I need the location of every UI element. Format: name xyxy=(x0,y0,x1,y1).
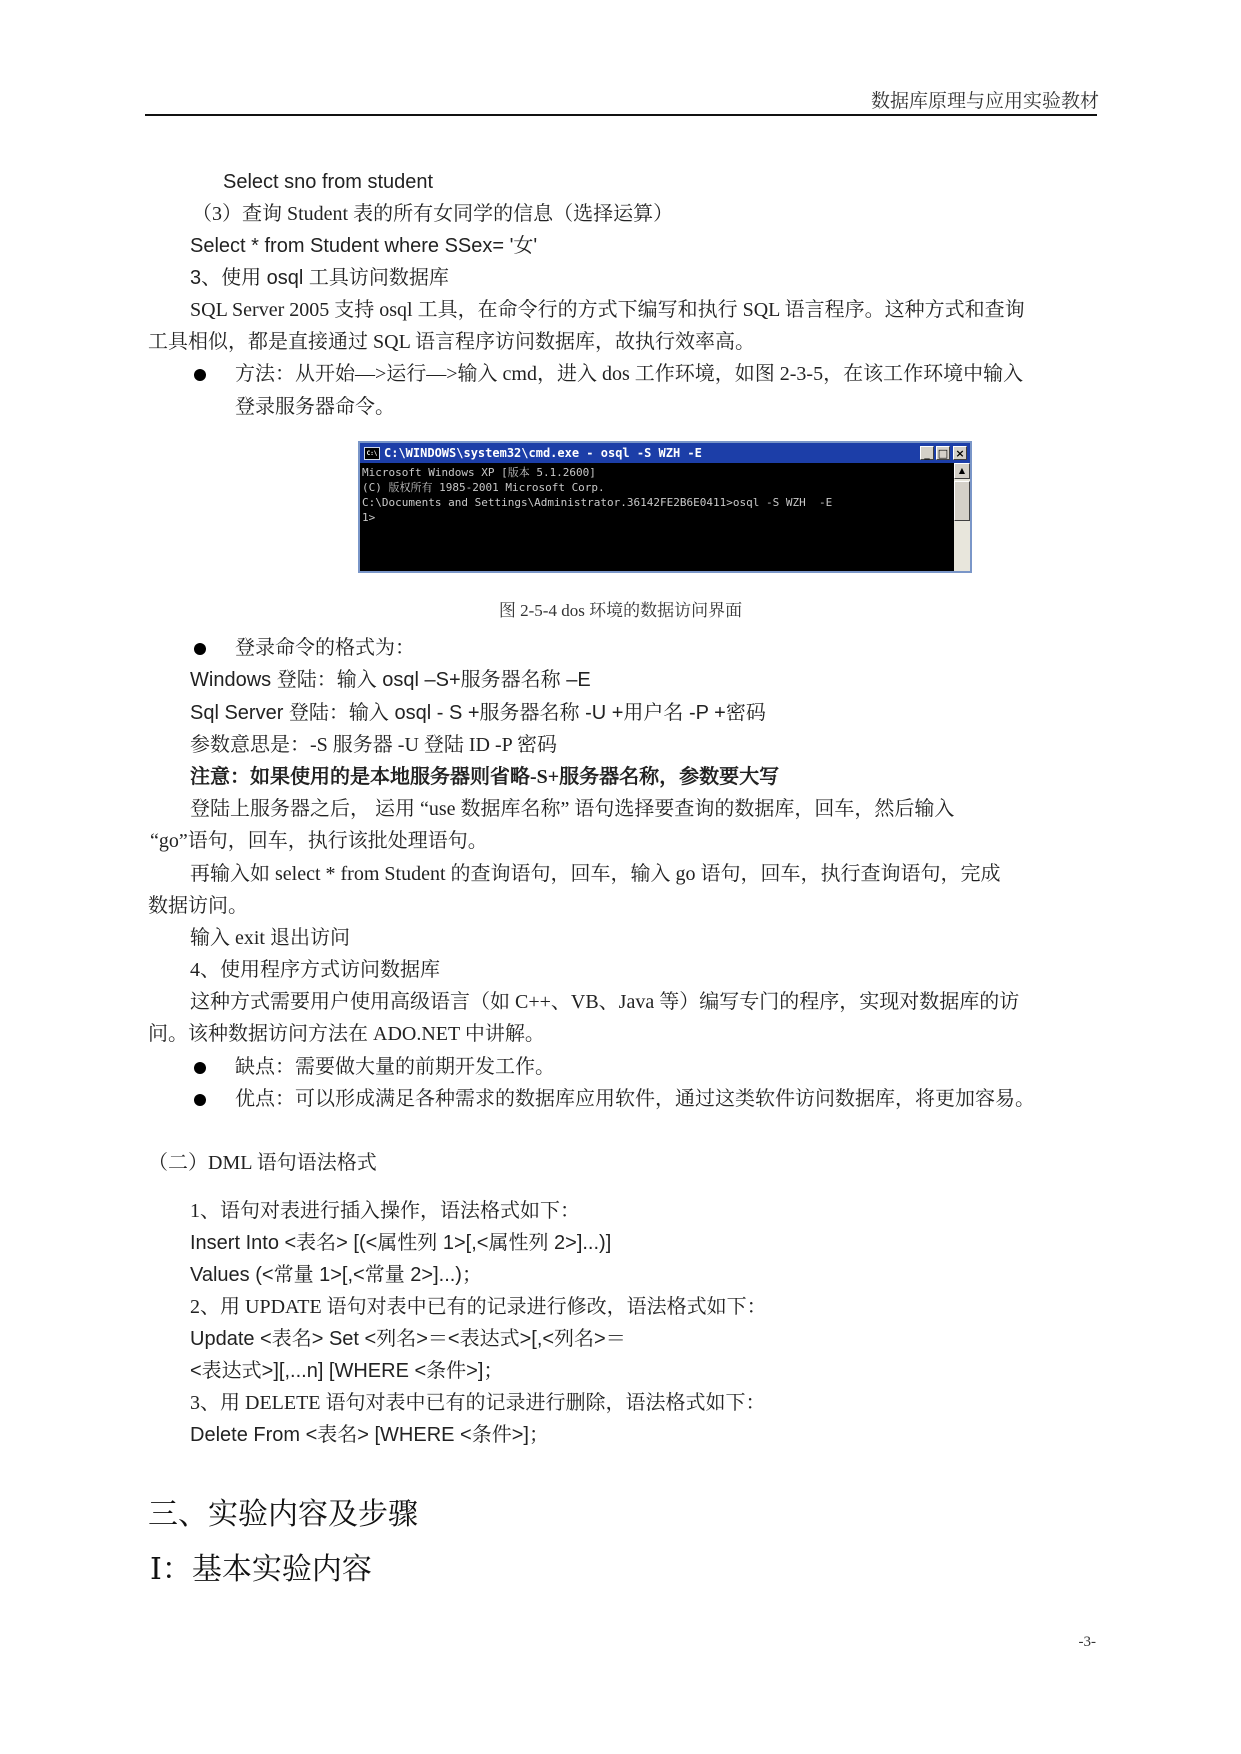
cmd-window-title: C:\WINDOWS\system32\cmd.exe - osql -S WZH -E xyxy=(384,446,702,460)
cmd-window-screenshot xyxy=(358,441,972,573)
note-line: 注意：如果使用的是本地服务器则省略-S+服务器名称，参数要大写 xyxy=(190,766,780,788)
cmd-output-line: Microsoft Windows XP [版本 5.1.2600] xyxy=(362,466,596,479)
subheading: 4、使用程序方式访问数据库 xyxy=(190,959,440,981)
code-line: Update <表名> Set <列名>＝<表达式>[,<列名>＝ xyxy=(190,1328,626,1350)
cmd-output-line: C:\Documents and Settings\Administrator.36142FE2B6E0411>osql -S WZH -E xyxy=(362,496,833,509)
text-line: SQL Server 2005 支持 osql 工具，在命令行的方式下编写和执行 SQL 语言程序。这种方式和查询 xyxy=(190,299,1025,321)
text-line: Sql Server 登陆：输入 osql - S +服务器名称 -U +用户名 -P +密码 xyxy=(190,702,766,724)
cmd-output-line: 1> xyxy=(362,511,376,524)
section-heading: 三、实验内容及步骤 xyxy=(148,1498,418,1531)
cmd-scrollbar[interactable] xyxy=(954,463,970,571)
header-rule xyxy=(145,114,1097,116)
text-line: 登录命令的格式为： xyxy=(235,637,415,659)
text-line: 登录服务器命令。 xyxy=(235,396,395,418)
maximize-button[interactable]: □ xyxy=(937,447,949,460)
text-line: Windows 登陆：输入 osql –S+服务器名称 –E xyxy=(190,669,591,691)
section-subheading: Ⅰ：基本实验内容 xyxy=(150,1553,372,1586)
text-line: 缺点：需要做大量的前期开发工作。 xyxy=(235,1056,555,1078)
bullet-icon xyxy=(194,1062,206,1074)
page-number: -3- xyxy=(1078,1634,1096,1650)
text-line: “go”语句，回车，执行该批处理语句。 xyxy=(150,830,488,852)
bullet-icon xyxy=(194,369,206,381)
cmd-titlebar xyxy=(360,443,970,463)
text-line: 再输入如 select * from Student 的查询语句，回车，输入 go 语句，回车，执行查询语句，完成 xyxy=(190,863,1001,885)
cmd-output-line: (C) 版权所有 1985-2001 Microsoft Corp. xyxy=(362,481,605,494)
text-line: 输入 exit 退出访问 xyxy=(190,927,350,949)
text-line: 1、语句对表进行插入操作，语法格式如下： xyxy=(190,1200,580,1222)
text-line: 问。该种数据访问方法在 ADO.NET 中讲解。 xyxy=(148,1023,545,1045)
text-line: （3）查询 Student 表的所有女同学的信息（选择运算） xyxy=(192,203,674,225)
figure-caption: 图 2-5-4 dos 环境的数据访问界面 xyxy=(498,601,743,620)
scroll-thumb[interactable] xyxy=(954,481,970,521)
cmd-app-icon: C:\ xyxy=(364,447,380,460)
subheading: 3、使用 osql 工具访问数据库 xyxy=(190,267,449,289)
close-button[interactable]: × xyxy=(953,446,967,460)
code-line: Values (<常量 1>[,<常量 2>]...)； xyxy=(190,1264,482,1286)
code-line: <表达式>][,...n] [WHERE <条件>]； xyxy=(190,1360,504,1382)
text-line: 登陆上服务器之后， 运用 “use 数据库名称” 语句选择要查询的数据库，回车，然后输入 xyxy=(190,798,955,820)
text-line: 优点：可以形成满足各种需求的数据库应用软件，通过这类软件访问数据库，将更加容易。 xyxy=(235,1088,1035,1110)
text-line: Select sno from student xyxy=(223,171,434,193)
scroll-up-icon[interactable]: ▲ xyxy=(954,463,970,479)
subsection-heading: （二）DML 语句语法格式 xyxy=(148,1152,377,1174)
text-line: 这种方式需要用户使用高级语言（如 C++、VB、Java 等）编写专门的程序，实现对数据库的访 xyxy=(190,991,1020,1013)
text-line: Select * from Student where SSex= '女' xyxy=(190,235,538,257)
page-header-title: 数据库原理与应用实验教材 xyxy=(870,91,1099,112)
text-line: 工具相似，都是直接通过 SQL 语言程序访问数据库，故执行效率高。 xyxy=(148,331,756,353)
bullet-icon xyxy=(194,1094,206,1106)
bullet-icon xyxy=(194,643,206,655)
text-line: 数据访问。 xyxy=(148,895,248,917)
code-line: Insert Into <表名> [(<属性列 1>[,<属性列 2>]...)] xyxy=(190,1232,612,1254)
text-line: 2、用 UPDATE 语句对表中已有的记录进行修改，语法格式如下： xyxy=(190,1296,767,1318)
text-line: 方法：从开始—>运行—>输入 cmd，进入 dos 工作环境，如图 2-3-5，在该工作环境中输入 xyxy=(235,363,1024,385)
cmd-output xyxy=(362,465,952,569)
text-line: 参数意思是：-S 服务器 -U 登陆 ID -P 密码 xyxy=(190,734,558,756)
code-line: Delete From <表名> [WHERE <条件>]； xyxy=(190,1424,549,1446)
text-line: 3、用 DELETE 语句对表中已有的记录进行删除，语法格式如下： xyxy=(190,1392,766,1414)
minimize-button[interactable]: _ xyxy=(920,446,934,460)
